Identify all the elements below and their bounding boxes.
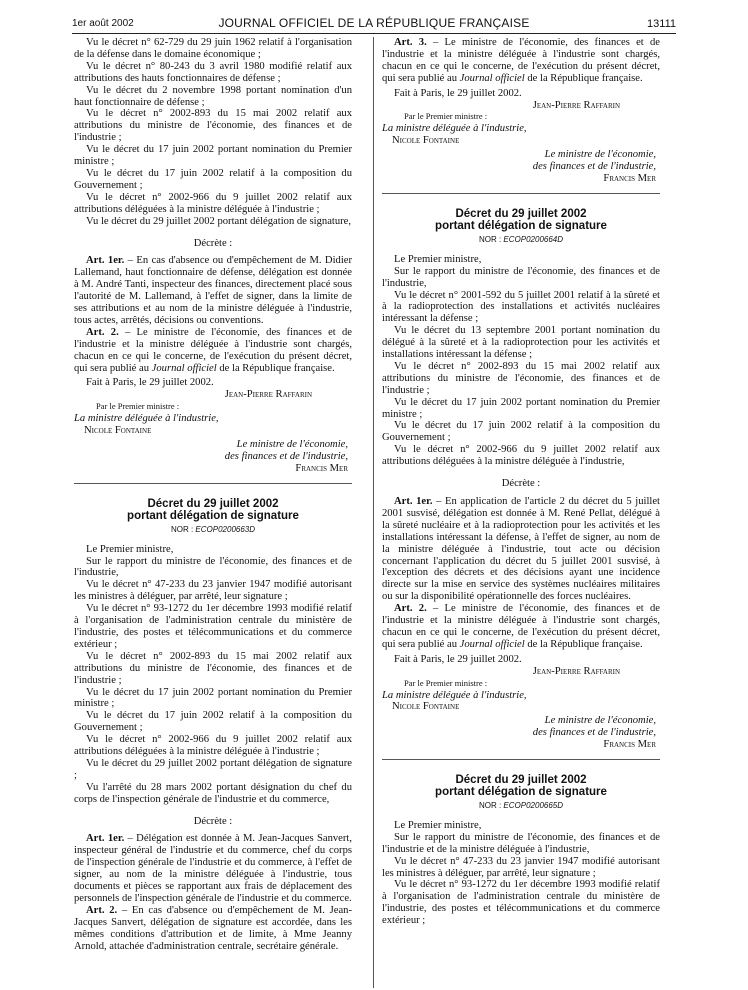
signatory-title: La ministre déléguée à l'industrie, xyxy=(382,689,527,701)
signatory-title: Le ministre de l'économie, xyxy=(544,149,656,161)
visa-paragraph: Vu le décret du 17 juin 2002 relatif à la composition du Gouvernement ; xyxy=(382,420,660,444)
signatory-par: Par le Premier ministre : xyxy=(404,677,488,688)
visa-paragraph: Vu le décret n° 47-233 du 23 janvier 1947 modifié autorisant les ministres à déléguer, par arrêté, leur signature ; xyxy=(74,579,352,603)
visa-paragraph: Sur le rapport du ministre de l'économie, des finances et de l'industrie, xyxy=(382,265,660,289)
signatory-block-right xyxy=(74,439,348,475)
visa-paragraph: Sur le rapport du ministre de l'économie, des finances et de l'industrie et de la ministre déléguée à l'industrie, xyxy=(382,831,660,855)
signatory-par: Par le Premier ministre : xyxy=(404,111,488,122)
visa-paragraph: Vu le décret du 17 juin 2002 portant nomination du Premier ministre ; xyxy=(382,396,660,420)
nor-code: ECOP0200664D xyxy=(503,234,564,244)
journal-officiel-ref: Journal officiel xyxy=(459,72,525,84)
article-label: Art. 2. xyxy=(86,326,119,338)
intro-visas xyxy=(74,37,352,228)
nor-label: NOR : xyxy=(478,234,504,244)
page-number: 13111 xyxy=(647,18,676,30)
visa-paragraph: Vu le décret n° 2002-966 du 9 juillet 2002 relatif aux attributions déléguées à la ministre déléguée à l'industrie ; xyxy=(74,734,352,758)
decree-title-line: portant délégation de signature xyxy=(435,786,607,799)
decree-title-line: Décret du 29 juillet 2002 xyxy=(455,207,587,220)
decree-title xyxy=(74,498,352,522)
visa-paragraph: Vu le décret n° 2002-966 du 9 juillet 2002 relatif aux attributions déléguées à la ministre déléguée à l'industrie ; xyxy=(74,191,352,215)
article-text: de la République française. xyxy=(524,638,643,650)
article-2 xyxy=(74,905,352,953)
journal-officiel-ref: Journal officiel xyxy=(151,362,217,374)
article-1 xyxy=(74,255,352,326)
visa-paragraph: Vu le décret du 17 juin 2002 relatif à la composition du Gouvernement ; xyxy=(74,167,352,191)
article-text: de la République française. xyxy=(216,362,335,374)
decree-title xyxy=(382,774,660,798)
article-label: Art. 2. xyxy=(86,904,118,916)
visa-paragraph: Le Premier ministre, xyxy=(86,543,174,555)
article-label: Art. 1er. xyxy=(86,255,125,267)
visa-paragraph: Vu le décret du 17 juin 2002 portant nomination du Premier ministre ; xyxy=(74,144,352,168)
decree-title-line: portant délégation de signature xyxy=(435,219,607,232)
signatory-name: Francis Mer xyxy=(295,462,348,474)
signatory-name: Francis Mer xyxy=(603,739,656,751)
visa-paragraph: Vu le décret du 17 juin 2002 portant nomination du Premier ministre ; xyxy=(74,686,352,710)
decree-visas xyxy=(382,820,660,927)
signatory-block-right xyxy=(382,149,656,185)
decree-title-line: Décret du 29 juillet 2002 xyxy=(147,497,279,510)
visa-paragraph: Vu le décret du 29 juillet 2002 portant délégation de signature, xyxy=(86,215,352,227)
visa-paragraph: Vu le décret n° 47-233 du 23 janvier 1947 modifié autorisant les ministres à déléguer, par arrêté, leur signature ; xyxy=(382,855,660,879)
visa-paragraph: Vu le décret n° 93-1272 du 1er décembre 1993 modifié relatif à l'organisation de l'administration centrale du ministère de l'industrie, des postes et télécommunications et du commerce extérieur ; xyxy=(382,879,660,927)
nor-code: ECOP0200665D xyxy=(503,801,564,811)
article-text: – En cas d'absence ou d'empêchement de M. Didier Lallemand, haut fonctionnaire de défense, délégation est donnée à M. André Tanti, inspecteur des finances, directement placé sous l'autorité de M. Lallemand, à l'effet de signer, dans la limite de ses attributions et au nom de la ministre déléguée à l'industrie, tous actes, arrêtés, décisions ou conventions. xyxy=(74,255,352,326)
article-text: – Le ministre de l'économie, des finances et de l'industrie et la ministre déléguée à l'industrie sont chargés, chacun en ce qui le concerne, de l'exécution du présent décret, qui sera publié au xyxy=(74,326,352,374)
visa-paragraph: Vu le décret du 17 juin 2002 relatif à la composition du Gouvernement ; xyxy=(74,710,352,734)
decrete-label: Décrète : xyxy=(501,478,541,490)
visa-paragraph: Vu le décret du 13 septembre 2001 portant nomination du délégué à la sûreté et à la radioprotection pour les activités et installations intéressant la défense ; xyxy=(382,325,660,361)
header-date: 1er août 2002 xyxy=(72,18,134,29)
signatory-title: La ministre déléguée à l'industrie, xyxy=(382,123,527,135)
visa-paragraph: Vu le décret n° 2002-893 du 15 mai 2002 relatif aux attributions du ministre de l'économie, des finances et de l'industrie ; xyxy=(382,360,660,396)
visa-paragraph: Vu le décret du 29 juillet 2002 portant délégation de signature ; xyxy=(74,757,352,781)
right-column xyxy=(382,37,660,927)
article-label: Art. 1er. xyxy=(394,496,433,507)
signatory-name: Jean-Pierre Raffarin xyxy=(224,389,312,401)
nor-reference xyxy=(382,234,660,246)
visa-paragraph: Vu le décret n° 2002-893 du 15 mai 2002 relatif aux attributions du ministre de l'économie, des finances et de l'industrie ; xyxy=(74,108,352,144)
fait-line: Fait à Paris, le 29 juillet 2002. xyxy=(86,377,214,389)
decree-title-line: Décret du 29 juillet 2002 xyxy=(455,774,587,787)
fait-line: Fait à Paris, le 29 juillet 2002. xyxy=(394,653,522,665)
article-label: Art. 2. xyxy=(394,603,427,615)
article-3 xyxy=(382,37,660,85)
article-text: – En cas d'absence ou d'empêchement de M. Jean-Jacques Sanvert, délégation de signature est accordée, dans les mêmes conditions d'attribution et de limite, à Mme Jeanny Arnold, attachée d'administration centrale, secrétaire générale. xyxy=(74,904,353,952)
signatory-name: Francis Mer xyxy=(603,172,656,184)
header-rule xyxy=(72,33,676,34)
article-text: – En application de l'article 2 du décret du 5 juillet 2001 susvisé, délégation est donnée à M. René Pellat, délégué à la sûreté nucléaire et à la radioprotection pour les activités et les installations intéressant la défense, à l'effet de signer, au nom de la ministre déléguée à l'industrie, tout acte ou décision concernant l'application du décret du 5 juillet 2001 susvisé, à l'exception des décrets et des décisions ayant une incidence directe sur la mise en service des systèmes nucléaires militaires ou sur la disponibilité opérationnelle des forces nucléaires. xyxy=(382,496,660,603)
section-separator xyxy=(74,483,352,484)
signatory-title: des finances et de l'industrie, xyxy=(532,727,656,739)
fait-line: Fait à Paris, le 29 juillet 2002. xyxy=(394,87,522,99)
visa-paragraph: Vu le décret n° 2001-592 du 5 juillet 2001 relatif à la sûreté et à la radioprotection des installations et activités nucléaires intéressant la défense ; xyxy=(382,289,660,325)
decree-visas xyxy=(74,544,352,806)
visa-paragraph: Vu le décret n° 80-243 du 3 avril 1980 modifié relatif aux attributions des hauts fonctionnaires de défense ; xyxy=(74,60,352,84)
decree-title-line: portant délégation de signature xyxy=(127,509,299,522)
nor-reference xyxy=(382,800,660,812)
decrete-label: Décrète : xyxy=(193,237,233,249)
signatory-title: Le ministre de l'économie, xyxy=(236,439,348,450)
article-text: – Délégation est donnée à M. Jean-Jacques Sanvert, inspecteur général de l'industrie et du commerce, chef du corps de l'inspection générale de l'industrie et du commerce, à l'effet de signer, au nom de la ministre déléguée à l'industrie, tous documents et pièces se rapportant aux frais de déplacement des personnels de l'inspection générale de l'industrie et du commerce. xyxy=(74,833,352,904)
visa-paragraph: Vu le décret n° 2002-966 du 9 juillet 2002 relatif aux attributions déléguées à la ministre déléguée à l'industrie, xyxy=(382,444,660,468)
article-2 xyxy=(382,603,660,651)
decree-visas xyxy=(382,254,660,468)
signatory-name: Nicole Fontaine xyxy=(84,425,152,437)
article-1 xyxy=(382,496,660,603)
visa-paragraph: Vu l'arrêté du 28 mars 2002 portant désignation du chef du corps de l'inspection générale de l'industrie et du commerce, xyxy=(74,781,352,805)
visa-paragraph: Sur le rapport du ministre de l'économie, des finances et de l'industrie, xyxy=(74,555,352,579)
nor-reference xyxy=(74,524,352,536)
signatory-par: Par le Premier ministre : xyxy=(96,401,180,412)
article-2 xyxy=(74,327,352,375)
article-text: – Le ministre de l'économie, des finances et de l'industrie et la ministre déléguée à l'industrie sont chargés, chacun en ce qui le concerne, de l'exécution du présent décret, qui sera publié au xyxy=(382,603,660,650)
nor-code: ECOP0200663D xyxy=(195,524,256,534)
left-column xyxy=(74,37,352,953)
decrete-label: Décrète : xyxy=(193,815,233,827)
nor-label: NOR : xyxy=(170,524,196,534)
page-header xyxy=(0,0,748,40)
section-separator xyxy=(382,193,660,194)
section-separator xyxy=(382,759,660,760)
decree-title xyxy=(382,208,660,232)
signatory-block-right xyxy=(382,715,656,751)
visa-paragraph: Vu le décret n° 93-1272 du 1er décembre 1993 modifié relatif à l'organisation de l'administration centrale du ministère de l'industrie, des postes et télécommunications et du commerce extérieur ; xyxy=(74,603,352,650)
signatory-title: La ministre déléguée à l'industrie, xyxy=(74,413,219,425)
visa-paragraph: Le Premier ministre, xyxy=(394,819,482,831)
column-divider xyxy=(373,37,374,988)
visa-paragraph: Vu le décret n° 2002-893 du 15 mai 2002 relatif aux attributions du ministre de l'économie, des finances et de l'industrie ; xyxy=(74,650,352,686)
signatory-name: Nicole Fontaine xyxy=(392,701,460,713)
journal-title: JOURNAL OFFICIEL DE LA RÉPUBLIQUE FRANÇAISE xyxy=(218,16,530,30)
visa-paragraph: Le Premier ministre, xyxy=(394,253,482,265)
signatory-name: Jean-Pierre Raffarin xyxy=(532,99,620,111)
signatory-name: Nicole Fontaine xyxy=(392,135,460,147)
signatory-title: Le ministre de l'économie, xyxy=(544,715,656,727)
signatory-name: Jean-Pierre Raffarin xyxy=(532,665,620,677)
signatory-title: des finances et de l'industrie, xyxy=(532,161,656,173)
article-text: – Le ministre de l'économie, des finances et de l'industrie et la ministre déléguée à l'industrie sont chargés, chacun en ce qui le concerne, de l'exécution du présent décret, qui sera publié au xyxy=(382,37,660,84)
journal-officiel-ref: Journal officiel xyxy=(459,638,525,650)
visa-paragraph: Vu le décret n° 62-729 du 29 juin 1962 relatif à l'organisation de la défense dans le domaine économique ; xyxy=(74,37,352,60)
article-text: de la République française. xyxy=(524,72,643,84)
article-1 xyxy=(74,833,352,904)
signatory-title: des finances et de l'industrie, xyxy=(224,450,348,462)
nor-label: NOR : xyxy=(478,801,504,811)
article-label: Art. 1er. xyxy=(86,833,125,845)
article-label: Art. 3. xyxy=(394,37,427,48)
visa-paragraph: Vu le décret du 2 novembre 1998 portant nomination d'un haut fonctionnaire de défense ; xyxy=(74,84,352,108)
